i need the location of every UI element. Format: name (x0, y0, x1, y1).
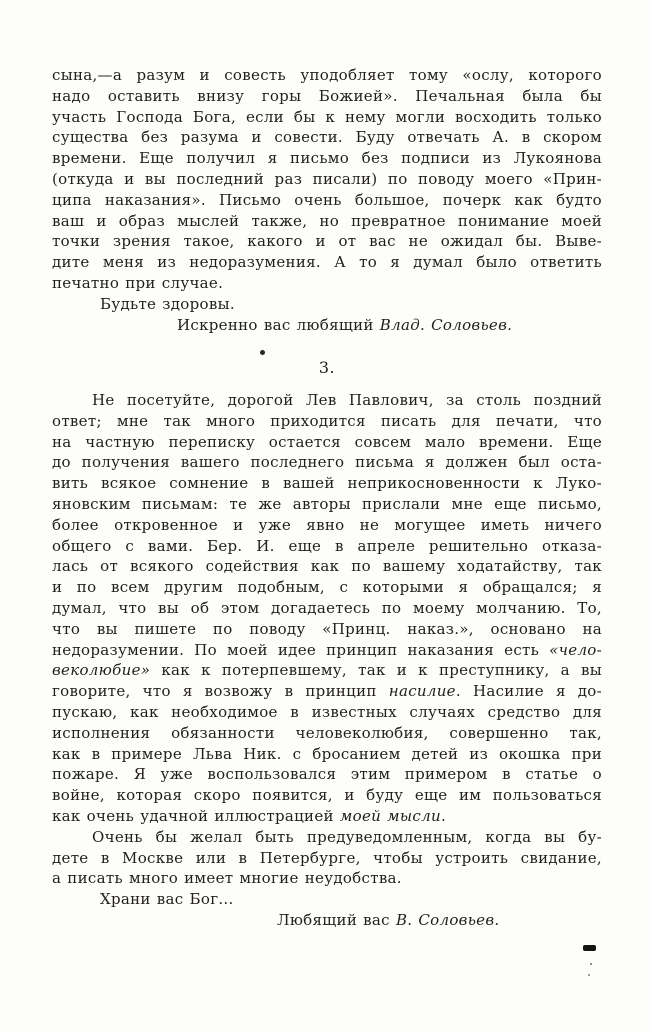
text-line (52, 86, 602, 107)
closing-line (52, 294, 602, 315)
text-segment: как в примере Льва Ник. с бросанием детей из окошка при (52, 744, 602, 763)
ink-speck (590, 963, 592, 965)
text-line (52, 390, 602, 411)
closing-line (52, 889, 602, 910)
text-line (52, 806, 602, 827)
italic-text-segment: моей мысли (339, 806, 441, 825)
text-segment: пожаре. Я уже воспользовался этим примером в статье о (52, 765, 602, 784)
text-segment: . (440, 806, 447, 825)
text-segment: Не посетуйте, дорогой Лев Павлович, за столь поздний (92, 391, 602, 409)
text-line (52, 432, 602, 453)
text-line (52, 681, 602, 702)
text-line (52, 598, 602, 619)
text-segment: и по всем другим подобным, с которыми я обращался; я (52, 578, 602, 597)
text-segment: пускаю, как необходимое в известных случаях средство для (52, 702, 602, 721)
text-line (52, 107, 602, 128)
text-segment: надо оставить внизу горы Божией». Печальная была бы (52, 86, 602, 105)
text-line (52, 452, 602, 473)
text-line (52, 411, 602, 432)
text-line (52, 640, 602, 661)
text-line (52, 764, 602, 785)
letter-3-heading: 3. (318, 358, 336, 377)
text-line (52, 536, 602, 557)
text-segment: печатно при случае. (52, 273, 224, 292)
text-line (52, 148, 602, 169)
text-segment: участь Господа Бога, если бы к нему могли восходить только (52, 107, 602, 126)
text-line (52, 169, 602, 190)
italic-text-segment: В. Соловьев. (395, 910, 500, 929)
text-line (52, 231, 602, 252)
ink-speck (588, 974, 590, 976)
text-segment: Храни вас Бог... (100, 890, 234, 909)
text-segment: ответ; мне так много приходится писать для печати, что (52, 411, 602, 430)
text-segment: Любящий вас (277, 910, 396, 929)
text-segment: существа без разума и совести. Буду отвечать А. в скором (52, 128, 602, 147)
text-segment: сына,—а разум и совесть уподобляет тому «ослу, которого (52, 66, 602, 84)
text-line (52, 723, 602, 744)
ink-smudge (583, 945, 596, 951)
text-line (52, 252, 602, 273)
text-segment: как к потерпевшему, так и к преступнику, а вы (150, 661, 602, 680)
text-segment: более откровенное и уже явно не могущее иметь ничего (52, 515, 602, 534)
italic-text-segment: «чело- (549, 640, 602, 659)
text-line (52, 494, 602, 515)
text-segment: . Насилие я до- (455, 682, 602, 701)
text-segment: Очень бы желал быть предуведомленным, когда вы бу- (92, 827, 602, 846)
text-line (52, 211, 602, 232)
text-line (52, 827, 602, 848)
text-segment: времени. Еще получил я письмо без подписи из Лукоянова (52, 149, 602, 168)
text-segment: дите меня из недоразумения. А то я думал было ответить (52, 253, 602, 272)
text-line (52, 473, 602, 494)
text-segment: вить всякое сомнение в вашей неприкосновенности к Луко- (52, 474, 602, 493)
text-segment: а писать много имеет многие неудобства. (52, 869, 402, 888)
letter-2-continuation-block (52, 65, 602, 335)
text-line (52, 190, 602, 211)
italic-text-segment: насилие (388, 682, 456, 701)
text-line (52, 577, 602, 598)
text-line (52, 556, 602, 577)
text-segment: дете в Москве или в Петербурге, чтобы устроить свидание, (52, 848, 602, 867)
text-segment: точки зрения такое, какого и от вас не ожидал бы. Выве- (52, 232, 602, 251)
text-segment: лась от всякого содействия как по вашему ходатайству, так (52, 557, 602, 576)
signature-line (52, 910, 602, 931)
signature-line (52, 315, 602, 336)
text-segment: ципа наказания». Письмо очень большое, почерк как будто (52, 190, 602, 209)
text-line (52, 273, 602, 294)
text-line (52, 515, 602, 536)
text-line (52, 785, 602, 806)
text-segment: общего с вами. Бер. И. еще в апреле решительно отказа- (52, 536, 602, 555)
italic-text-segment: веколюбие» (52, 661, 151, 680)
text-line (52, 619, 602, 640)
text-line (52, 660, 602, 681)
text-line (52, 848, 602, 869)
text-segment: недоразумении. По моей идее принцип наказания есть (52, 640, 550, 659)
text-line (52, 744, 602, 765)
text-line (52, 868, 602, 889)
text-segment: (откуда и вы последний раз писали) по поводу моего «Прин- (52, 169, 602, 188)
text-segment: до получения вашего последнего письма я должен был оста- (52, 453, 602, 472)
separator-dot (260, 350, 265, 355)
text-segment: думал, что вы об этом догадаетесь по моему молчанию. То, (52, 598, 602, 617)
text-segment: Будьте здоровы. (100, 294, 235, 313)
text-segment: Искренно вас любящий (177, 315, 380, 334)
text-segment: войне, которая скоро появится, и буду еще им пользоваться (52, 786, 602, 805)
text-segment: яновским письмам: те же авторы прислали мне еще письмо, (52, 494, 602, 513)
italic-text-segment: Влад. Соловьев. (379, 315, 513, 334)
text-segment: говорите, что я возвожу в принцип (52, 682, 389, 701)
text-segment: на частную переписку остается совсем мало времени. Еще (52, 432, 602, 451)
text-segment: как очень удачной иллюстрацией (52, 806, 340, 825)
text-segment: что вы пишете по поводу «Принц. наказ.», основано на (52, 619, 602, 638)
text-segment: ваш и образ мыслей также, но превратное понимание моей (52, 211, 602, 230)
letter-3-block (52, 390, 602, 931)
text-line (52, 702, 602, 723)
text-line (52, 65, 602, 86)
text-segment: исполнения обязанности человеколюбия, совершенно так, (52, 723, 602, 742)
text-line (52, 127, 602, 148)
